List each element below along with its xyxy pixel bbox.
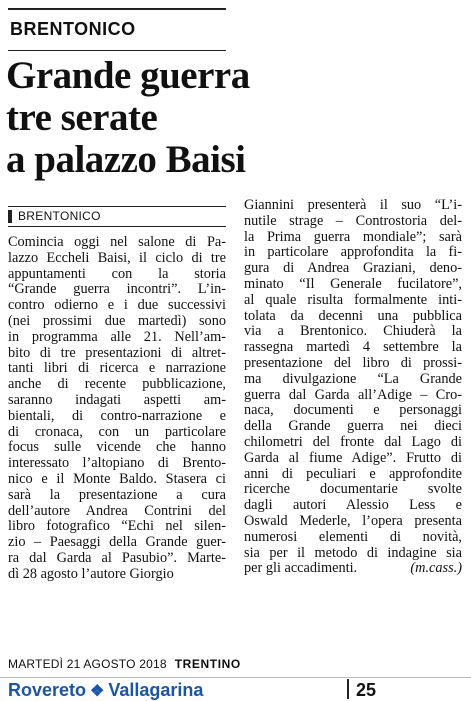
page-number: 25 [356,680,377,700]
article-line: nutile strage – Controstoria del- [244,212,462,229]
diamond-separator-icon: ❖ [90,683,105,700]
article-line: ra dal Garda al Pasubio”. Marte- [8,549,226,566]
article-line: bito di tre presentazioni di altret- [8,344,226,361]
article-line: in particolare approfondita la fi- [244,244,462,261]
headline [6,54,250,181]
article-line: zio – Paesaggi della Grande guer- [8,534,226,551]
article-line: contro odierno e i due successivi [8,297,226,314]
article-line: interessato l’altopiano di Brento- [8,455,226,472]
headline-line: tre serate [6,96,158,139]
article-line: via a Brentonico. Chiuderà la [244,323,462,340]
section-left: Rovereto [8,680,87,700]
article-line: della Grande guerra nei dieci [244,418,462,435]
article-line: appuntamenti con la storia [8,265,226,282]
page-divider [347,679,349,699]
article-line: Comincia oggi nel salone di Pa- [8,234,226,250]
article-line: Oswald Mederle, l’opera presenta [244,512,462,529]
article-line: nico e il Monte Baldo. Stasera ci [8,470,226,487]
article-line: naca, documenti e personaggi [244,402,462,419]
author-signature: (m.cass.) [410,560,462,577]
article-line: libro fotografico “Echi nel silen- [8,518,226,535]
article-line: tanti libri di ricerca e narrazione [8,360,226,377]
article-line: dagli autori Alessio Less e [244,497,462,514]
article-line: numerosi elementi di novità, [244,528,462,545]
article-line: ma divulgazione “La Grande [244,370,462,387]
issue-date: MARTEDÌ 21 AGOSTO 2018 [8,657,167,671]
article-line: gura di Andrea Graziani, deno- [244,260,462,277]
headline-line: Grande guerra [6,54,250,97]
article-line: dì 28 agosto l’autore Giorgio [8,565,174,582]
article-line: ricerche documentarie svolte [244,481,462,498]
article-line: sarà la presentazione a cura [8,486,226,503]
article-line: minato “Il Generale fucilatore”, [244,275,462,292]
article-line: presentazione del libro di prossi- [244,354,462,371]
footer-divider [0,677,471,678]
article-line: in programma alle 21. Nell’am- [8,328,226,345]
article-line: bientali, di contro-narrazione e [8,407,226,424]
article-line: per gli accadimenti. (m.cass.) [244,560,462,577]
article-line: anni di peculiari e approfondite [244,465,462,482]
article-line: chilometri del fronte dal Lago di [244,433,462,450]
byline-text: BRENTONICO [18,209,101,223]
kicker [8,8,226,51]
article-line: (nei prossimi due martedì) sono [8,312,226,329]
article-line: Garda al fiume Adige”. Frutto di [244,449,462,466]
byline [8,206,226,227]
article-line: focus sulle vicende che hanno [8,439,226,456]
kicker-text: BRENTONICO [10,19,136,39]
article-line: di cronaca, con un particolare [8,423,226,440]
article-line: tolata da decenni una pubblica [244,307,462,324]
article-line: Giannini presenterà il suo “L’i- [244,197,462,213]
headline-line: a palazzo Baisi [6,138,246,181]
article-line: sia per il metodo di indagine sia [244,544,462,561]
article-line: al quale risulta formalmente inti- [244,291,462,308]
newspaper-name: TRENTINO [174,657,241,671]
article-line: rassegna martedì 4 settembre la [244,339,462,356]
article-line: “Grande guerra incontri”. L’in- [8,281,226,298]
section-title [8,680,203,701]
dateline [8,657,241,671]
article-line: la Prima guerra mondiale”; sarà [244,228,462,245]
article-column-left [8,235,226,583]
article-line: anche di recente pubblicazione, [8,376,226,393]
article-line: guerra dal Garda all’Adige – Cro- [244,386,462,403]
article-column-right [244,198,462,577]
byline-marker [8,210,12,223]
section-right: Vallagarina [108,680,204,700]
article-line: dell’autore Andrea Contrini del [8,502,226,519]
article-line: saranno indagati aspetti am- [8,391,226,408]
article-line: lazzo Eccheli Baisi, il ciclo di tre [8,249,226,266]
